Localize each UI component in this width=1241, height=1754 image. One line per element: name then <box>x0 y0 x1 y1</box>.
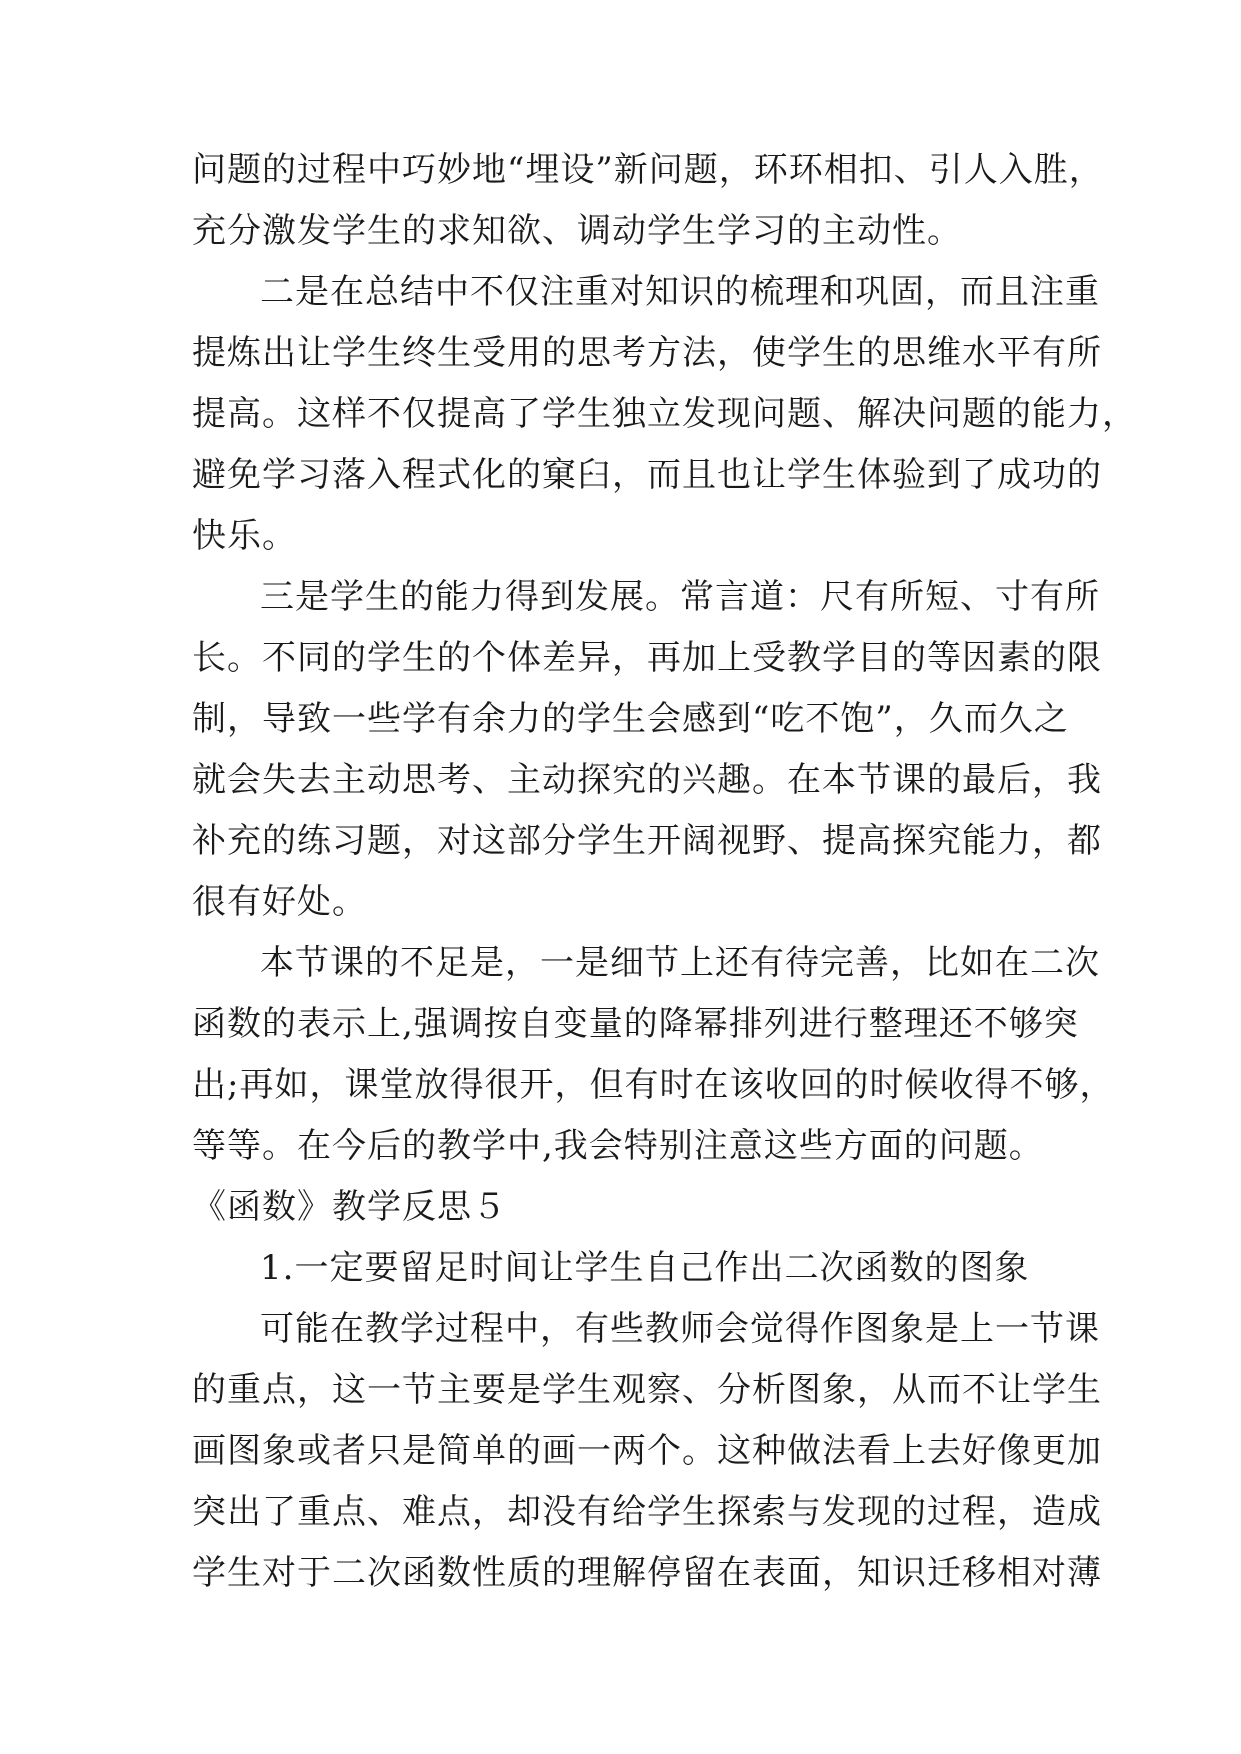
text-line: 补充的练习题，对这部分学生开阔视野、提高探究能力，都 <box>192 821 1102 861</box>
text-line: 提炼出让学生终生受用的思考方法，使学生的思维水平有所 <box>192 333 1102 373</box>
text-line: 函数的表示上,强调按自变量的降幂排列进行整理还不够突 <box>192 1004 1079 1044</box>
text-line: 制，导致一些学有余力的学生会感到“吃不饱”，久而久之 <box>192 699 1069 739</box>
text-line: 画图象或者只是简单的画一两个。这种做法看上去好像更加 <box>192 1431 1102 1471</box>
text-line: 充分激发学生的求知欲、调动学生学习的主动性。 <box>192 211 962 251</box>
text-line: 快乐。 <box>192 516 297 556</box>
paragraph-start-line: 本节课的不足是，一是细节上还有待完善，比如在二次 <box>260 943 1100 983</box>
paragraph-start-line: 可能在教学过程中，有些教师会觉得作图象是上一节课 <box>260 1309 1100 1349</box>
text-line: 长。不同的学生的个体差异，再加上受教学目的等因素的限 <box>192 638 1102 678</box>
paragraph-start-line: 三是学生的能力得到发展。常言道：尺有所短、寸有所 <box>260 577 1100 617</box>
numbered-heading: 1.一定要留足时间让学生自己作出二次函数的图象 <box>260 1248 1030 1288</box>
text-line: 学生对于二次函数性质的理解停留在表面，知识迁移相对薄 <box>192 1553 1102 1593</box>
paragraph-start-line: 二是在总结中不仅注重对知识的梳理和巩固，而且注重 <box>260 272 1100 312</box>
text-line: 提高。这样不仅提高了学生独立发现问题、解决问题的能力， <box>192 394 1137 434</box>
text-line: 出;再如，课堂放得很开，但有时在该收回的时候收得不够， <box>192 1065 1115 1105</box>
text-line: 的重点，这一节主要是学生观察、分析图象，从而不让学生 <box>192 1370 1102 1410</box>
text-line: 避免学习落入程式化的窠臼，而且也让学生体验到了成功的 <box>192 455 1102 495</box>
text-line: 等等。在今后的教学中,我会特别注意这些方面的问题。 <box>192 1126 1044 1166</box>
text-line: 问题的过程中巧妙地“埋设”新问题，环环相扣、引人入胜， <box>192 150 1104 190</box>
text-line: 很有好处。 <box>192 882 367 922</box>
text-line: 突出了重点、难点，却没有给学生探索与发现的过程，造成 <box>192 1492 1102 1532</box>
document-body <box>192 140 1137 1604</box>
text-line: 就会失去主动思考、主动探究的兴趣。在本节课的最后，我 <box>192 760 1102 800</box>
section-heading: 《函数》教学反思５ <box>192 1187 507 1227</box>
